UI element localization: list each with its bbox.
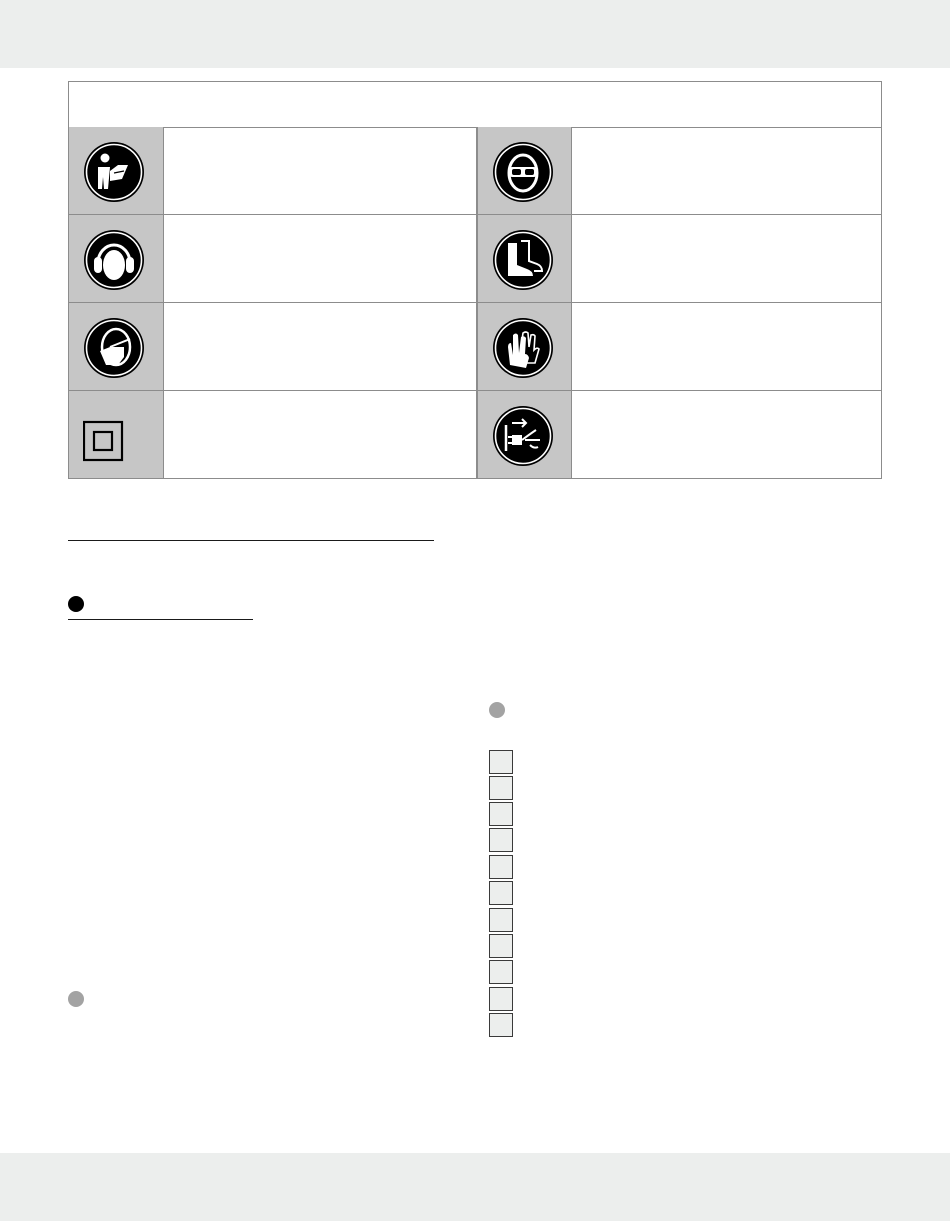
read-manual-icon: [83, 141, 145, 203]
section-heading-rule: [68, 540, 434, 541]
symbol-cell-dust-mask: [69, 303, 164, 391]
eye-protection-icon: [492, 141, 554, 203]
checklist-box: [489, 1013, 513, 1037]
symbol-text-eye-protection: [572, 127, 881, 215]
bullet-grey-icon: [489, 702, 505, 718]
checklist-box: [489, 828, 513, 852]
protective-gloves-icon: [492, 317, 554, 379]
unplug-mains-icon: [492, 405, 554, 467]
subsection-heading-rule: [68, 619, 253, 620]
symbol-cell-unplug-mains: [477, 391, 572, 478]
checklist-box: [489, 881, 513, 905]
bullet-grey-icon: [68, 991, 84, 1007]
ear-protection-icon: [83, 229, 145, 291]
symbol-cell-safety-boots: [477, 215, 572, 303]
symbol-cell-read-manual: [69, 127, 164, 215]
checklist-box: [489, 960, 513, 984]
checklist-box: [489, 802, 513, 826]
symbol-text-ear-protection: [164, 215, 477, 303]
top-margin-band: [0, 0, 950, 68]
safety-symbols-table: [68, 81, 882, 479]
checklist-box: [489, 750, 513, 774]
checklist-box: [489, 776, 513, 800]
symbol-text-protective-gloves: [572, 303, 881, 391]
checklist-box: [489, 855, 513, 879]
symbol-text-dust-mask: [164, 303, 477, 391]
checklist-box: [489, 908, 513, 932]
symbol-text-unplug-mains: [572, 391, 881, 478]
symbols-table-header: [69, 82, 881, 128]
checklist-box: [489, 987, 513, 1011]
bottom-margin-band: [0, 1153, 950, 1221]
symbol-cell-protective-gloves: [477, 303, 572, 391]
symbol-cell-protection-class: [69, 391, 164, 478]
symbol-text-read-manual: [164, 127, 477, 215]
symbol-text-safety-boots: [572, 215, 881, 303]
dust-mask-icon: [83, 317, 145, 379]
checklist-box: [489, 934, 513, 958]
symbol-cell-ear-protection: [69, 215, 164, 303]
safety-boots-icon: [492, 229, 554, 291]
bullet-black-icon: [68, 596, 84, 612]
symbol-cell-eye-protection: [477, 127, 572, 215]
symbol-text-protection-class: [164, 391, 477, 478]
protection-class-ii-icon: [83, 405, 145, 467]
